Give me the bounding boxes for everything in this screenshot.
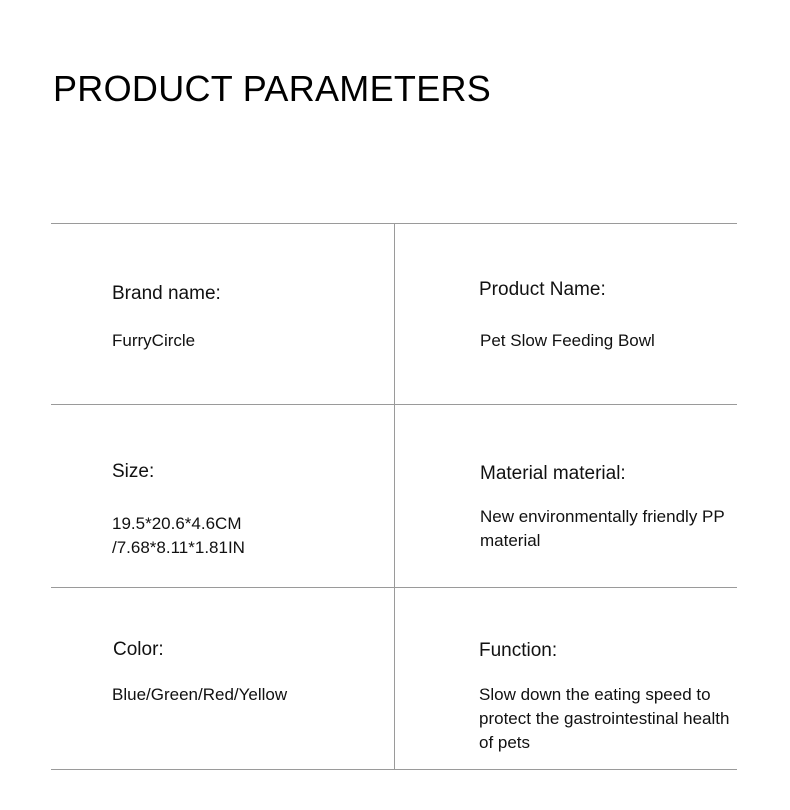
page-title: PRODUCT PARAMETERS: [53, 68, 492, 109]
table-column-divider: [394, 223, 395, 770]
color-label: Color:: [113, 639, 164, 660]
brand-label: Brand name:: [112, 283, 221, 304]
function-value-line2: protect the gastrointestinal health: [479, 709, 730, 728]
color-value: Blue/Green/Red/Yellow: [112, 685, 288, 704]
material-value-line2: material: [480, 531, 541, 550]
brand-value: FurryCircle: [112, 331, 196, 350]
size-label: Size:: [112, 461, 155, 482]
material-label: Material material:: [480, 463, 626, 484]
product-name-value: Pet Slow Feeding Bowl: [480, 331, 655, 350]
size-value-line1: 19.5*20.6*4.6CM: [112, 514, 242, 533]
size-value-line2: /7.68*8.11*1.81IN: [112, 538, 245, 557]
product-name-label: Product Name:: [479, 279, 606, 300]
function-value-line1: Slow down the eating speed to: [479, 685, 711, 704]
material-value-line1: New environmentally friendly PP: [480, 507, 725, 526]
function-label: Function:: [479, 640, 558, 661]
function-value-line3: of pets: [479, 733, 531, 752]
